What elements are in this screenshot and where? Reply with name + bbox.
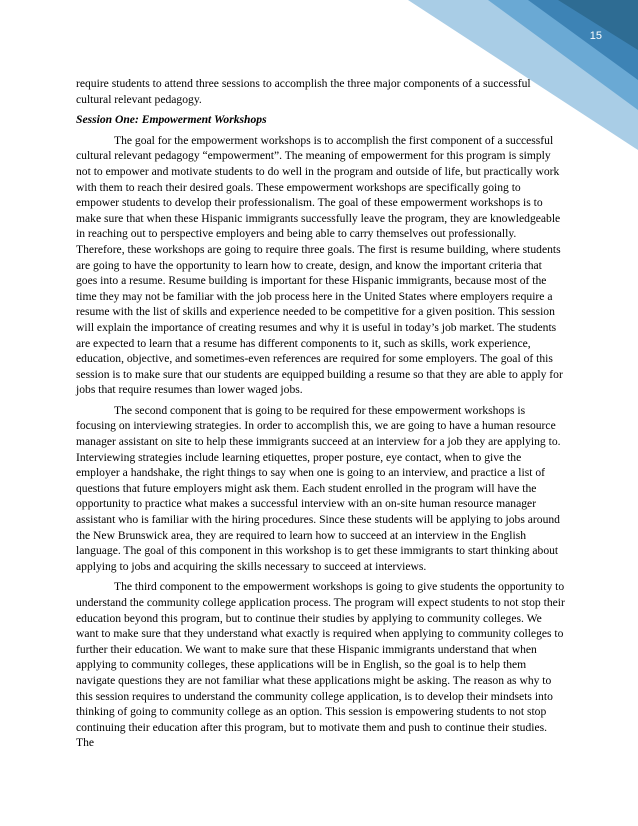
page-number: 15	[589, 30, 602, 42]
document-body	[76, 76, 565, 756]
paragraph: The third component to the empowerment workshops is going to give students the opportunity to understand the community college application process. The program will expect students to not stop their education beyond this program, but to continue their studies by applying to community colleges. We want to make sure that they understand what exactly is required when applying to community colleges to further their education. We want to make sure that these Hispanic immigrants understand that when applying to community colleges, these applications will be in English, so the goal is to help them navigate questions they are not familiar what these applications might be asking. The reason as why to this session requires to understand the community college application, is to develop their mindsets into thinking of going to community college as an option. This session is empowering students to not stop continuing their education after this program, but to motivate them and push to continue their studies. The	[76, 580, 565, 750]
paragraph: The second component that is going to be required for these empowerment workshops is focusing on interviewing strategies. In order to accomplish this, we are going to have a human resource manager assistant on site to help these immigrants succeed at an interview for a job they are applying to. Interviewing strategies include learning etiquettes, proper posture, eye contact, when to give the employer a handshake, the right things to say when one is going to an interview, and practice a list of questions that future employers might ask them. Each student enrolled in the program will have the opportunity to practice what makes a successful interview with an on-site human resource manager assistant who is familiar with the hiring procedures. Since these students will be applying to jobs around the New Brunswick area, they are required to learn how to succeed at an interview in the English language. The goal of this component in this workshop is to get these immigrants to start thinking about applying to jobs and acquiring the skills necessary to succeed at interviews.	[76, 403, 561, 573]
paragraph: require students to attend three sessions to accomplish the three major components of a successful cultural relevant pedagogy.	[76, 77, 531, 106]
paragraph: The goal for the empowerment workshops is to accomplish the first component of a successful cultural relevant pedagogy “empowerment”. The meaning of empowerment for this program is simply not to empower and motivate students to do well in the program and outside of life, but practically work with them to reach their desired goals. These empowerment workshops are specifically going to empower students to develop their professionalism. The goal of these empowerment workshops is to make sure that when these Hispanic immigrants successfully leave the program, they are knowledgeable in reaching out to perspective employers and being able to carry themselves out professionally. Therefore, these workshops are going to require three goals. The first is resume building, where students are going to have the opportunity to learn how to create, design, and know the important criteria that goes into a resume. Resume building is important for these Hispanic immigrants, because most of the time they may not be familiar with the job process here in the United States where employers require a resume with the list of skills and experience needed to be competitive for a given position. This session will explain the importance of creating resumes and why it is useful in today’s job market. The students are expected to learn that a resume has different components to it, such as skills, work experience, education, objective, and sometimes-even references are required for some employers. The goal of this session is to make sure that our students are equipped building a resume so that they are able to apply for jobs that require resumes than lower waged jobs.	[76, 133, 563, 397]
section-heading: Session One: Empowerment Workshops	[76, 113, 267, 127]
